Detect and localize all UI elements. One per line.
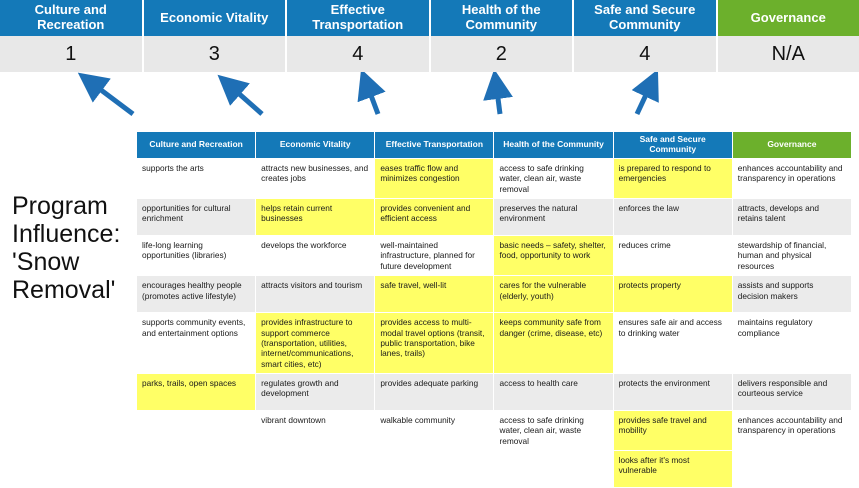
matrix-cell: keeps community safe from danger (crime, disease, etc) — [494, 313, 613, 374]
matrix-cell: helps retain current businesses — [256, 199, 375, 236]
summary-header-effective-transportation: Effective Transportation — [287, 0, 431, 36]
matrix-cell: protects property — [613, 276, 732, 313]
matrix-cell: access to safe drinking water, clean air, waste removal — [494, 410, 613, 450]
matrix-cell: enhances accountability and transparency in operations — [732, 159, 851, 199]
matrix-cell: provides infrastructure to support commerce (transportation, utilities, internet/communications, smart cities, etc) — [256, 313, 375, 374]
matrix-header-governance: Governance — [732, 132, 851, 159]
matrix-cell: delivers responsible and courteous service — [732, 373, 851, 410]
matrix-header-economic-vitality: Economic Vitality — [256, 132, 375, 159]
matrix-cell: ensures safe air and access to drinking water — [613, 313, 732, 374]
table-row — [137, 276, 852, 313]
matrix-cell: regulates growth and development — [256, 373, 375, 410]
influence-arrow-2 — [228, 84, 262, 114]
matrix-cell — [494, 451, 613, 488]
matrix-header-culture-and-recreation: Culture and Recreation — [137, 132, 256, 159]
matrix-cell: looks after it's most vulnerable — [613, 451, 732, 488]
matrix-cell: attracts new businesses, and creates jobs — [256, 159, 375, 199]
matrix-cell: encourages healthy people (promotes active lifestyle) — [137, 276, 256, 313]
matrix-cell: basic needs – safety, shelter, food, opportunity to work — [494, 236, 613, 276]
table-row — [137, 410, 852, 450]
table-row — [137, 199, 852, 236]
matrix-cell — [256, 451, 375, 488]
summary-score-governance: N/A — [718, 36, 859, 72]
matrix-cell: provides access to multi-modal travel options (transit, public transportation, bike lanes, trails) — [375, 313, 494, 374]
summary-header-safe-and-secure-community: Safe and Secure Community — [574, 0, 718, 36]
matrix-cell: protects the environment — [613, 373, 732, 410]
matrix-cell: opportunities for cultural enrichment — [137, 199, 256, 236]
summary-score-effective-transportation: 4 — [287, 36, 431, 72]
matrix-cell — [375, 451, 494, 488]
summary-header-row — [0, 0, 859, 36]
table-row — [137, 159, 852, 199]
matrix-cell: enhances accountability and transparency in operations — [732, 410, 851, 450]
table-row — [137, 451, 852, 488]
matrix-cell: reduces crime — [613, 236, 732, 276]
matrix-cell — [732, 451, 851, 488]
summary-score-safe-and-secure-community: 4 — [574, 36, 718, 72]
caption-line-2: Influence: — [12, 220, 132, 248]
matrix-body — [137, 159, 852, 488]
caption-line-1: Program — [12, 192, 132, 220]
influence-arrow-5 — [637, 82, 652, 114]
matrix-cell: walkable community — [375, 410, 494, 450]
matrix-cell — [137, 451, 256, 488]
matrix-cell: provides convenient and efficient access — [375, 199, 494, 236]
matrix-cell: supports the arts — [137, 159, 256, 199]
arrow-group — [0, 72, 859, 132]
matrix-cell: develops the workforce — [256, 236, 375, 276]
matrix-cell: assists and supports decision makers — [732, 276, 851, 313]
page-title — [12, 192, 132, 304]
matrix-cell: access to health care — [494, 373, 613, 410]
summary-score-row — [0, 36, 859, 72]
table-row — [137, 373, 852, 410]
summary-score-culture-and-recreation: 1 — [0, 36, 144, 72]
matrix-cell: supports community events, and entertainment options — [137, 313, 256, 374]
matrix-cell: attracts, develops and retains talent — [732, 199, 851, 236]
summary-header-culture-and-recreation: Culture and Recreation — [0, 0, 144, 36]
table-row — [137, 236, 852, 276]
summary-score-health-of-the-community: 2 — [431, 36, 575, 72]
matrix-cell: cares for the vulnerable (elderly, youth) — [494, 276, 613, 313]
matrix-cell: maintains regulatory compliance — [732, 313, 851, 374]
matrix-header-health-of-the-community: Health of the Community — [494, 132, 613, 159]
matrix-cell: parks, trails, open spaces — [137, 373, 256, 410]
table-row — [137, 313, 852, 374]
influence-arrow-4 — [496, 83, 500, 114]
matrix-cell: enforces the law — [613, 199, 732, 236]
matrix-cell: provides adequate parking — [375, 373, 494, 410]
matrix-cell: provides safe travel and mobility — [613, 410, 732, 450]
matrix-cell: well-maintained infrastructure, planned for future development — [375, 236, 494, 276]
caption-line-4: Removal' — [12, 276, 132, 304]
matrix-cell: safe travel, well-lit — [375, 276, 494, 313]
matrix-cell: attracts visitors and tourism — [256, 276, 375, 313]
matrix-header-effective-transportation: Effective Transportation — [375, 132, 494, 159]
influence-arrow-1 — [89, 81, 133, 114]
matrix-cell: access to safe drinking water, clean air, waste removal — [494, 159, 613, 199]
matrix-cell: is prepared to respond to emergencies — [613, 159, 732, 199]
summary-header-economic-vitality: Economic Vitality — [144, 0, 288, 36]
summary-header-governance: Governance — [718, 0, 859, 36]
influence-arrow-3 — [366, 82, 378, 114]
influence-matrix — [136, 131, 852, 488]
matrix-cell: stewardship of financial, human and physical resources — [732, 236, 851, 276]
matrix-cell: vibrant downtown — [256, 410, 375, 450]
matrix-cell: life-long learning opportunities (libraries) — [137, 236, 256, 276]
summary-header-health-of-the-community: Health of the Community — [431, 0, 575, 36]
matrix-header-safe-and-secure-community: Safe and Secure Community — [613, 132, 732, 159]
summary-band — [0, 0, 859, 72]
summary-score-economic-vitality: 3 — [144, 36, 288, 72]
matrix-cell: preserves the natural environment — [494, 199, 613, 236]
caption-line-3: 'Snow — [12, 248, 132, 276]
matrix-cell: eases traffic flow and minimizes congestion — [375, 159, 494, 199]
matrix-header-row — [137, 132, 852, 159]
matrix-cell — [137, 410, 256, 450]
